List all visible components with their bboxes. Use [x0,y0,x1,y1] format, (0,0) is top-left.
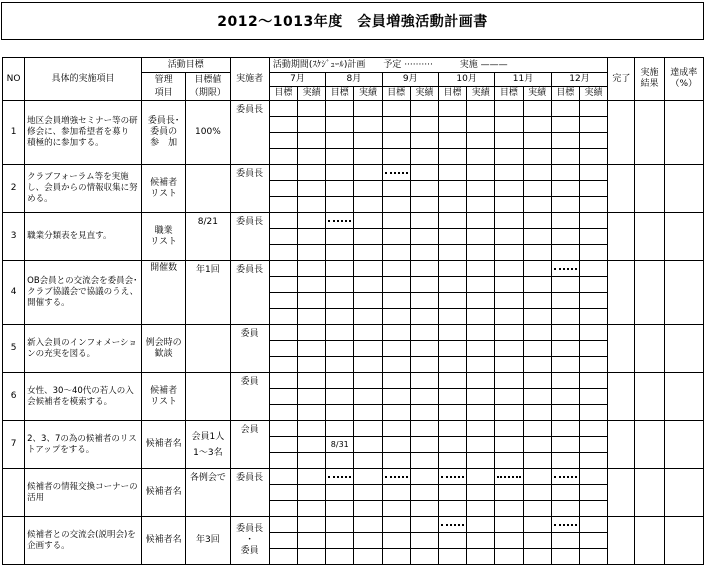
row-mgmt: 候補者名 [141,469,185,517]
row-no [3,517,25,565]
row-result [635,517,664,565]
row-no: 1 [3,101,25,165]
row-rate [664,421,703,469]
row-rate [664,213,703,261]
plan-dots [551,517,579,533]
header-actual: 実績 [410,87,438,101]
row-item: 2、3、7の為の候補者のリストアップをする。 [25,421,142,469]
header-month-11: 11月 [495,73,551,87]
row-executor: 委員 [230,325,269,373]
header-mgmt-item: 管理 項目 [141,73,185,101]
row-mgmt: 開催数 [141,261,185,325]
row-complete [608,165,635,213]
row-mgmt: 委員長･ 委員の 参 加 [141,101,185,165]
header-month-7: 7月 [269,73,325,87]
row-rate [664,165,703,213]
row-no: 6 [3,373,25,421]
row-executor: 委員長 ・ 委員 [230,517,269,565]
header-goal: 目標 [438,87,466,101]
row-complete [608,325,635,373]
header-goal: 目標 [269,87,297,101]
row-result [635,101,664,165]
row-result [635,261,664,325]
row-complete [608,101,635,165]
row-item: 候補者との交流会(説明会)を企画する。 [25,517,142,565]
plan-dots [438,517,466,533]
row-complete [608,421,635,469]
header-actual: 実績 [523,87,551,101]
header-item: 具体的実施項目 [25,58,142,101]
row-executor: 委員長 [230,261,269,325]
header-rate: 達成率 （%） [664,58,703,101]
row-target [186,165,230,213]
header-target-value: 目標値 （期限） [186,73,230,101]
row-mgmt: 候補者 リスト [141,165,185,213]
header-no: NO [3,58,25,101]
row-target: 会員1人 1〜3名 [186,421,230,469]
row-complete [608,373,635,421]
header-goal: 目標 [551,87,579,101]
row-rate [664,261,703,325]
header-goal: 目標 [382,87,410,101]
row-rate [664,469,703,517]
row-executor: 委員 [230,373,269,421]
plan-dots [382,165,410,181]
row-item: 地区会員増強セミナー等の研修会に、参加希望者を募り 積極的に参加する。 [25,101,142,165]
header-actual: 実績 [354,87,382,101]
header-goal-group: 活動目標 [141,58,230,73]
row-no: 2 [3,165,25,213]
row-item: 職業分類表を見直す。 [25,213,142,261]
header-result: 実施 結果 [635,58,664,101]
row-result [635,421,664,469]
row-executor: 委員長 [230,101,269,165]
row-target: 8/21 [186,213,230,261]
row-rate [664,373,703,421]
row-item: 新入会員のインフォメーションの充実を図る。 [25,325,142,373]
row-mgmt: 候補者 リスト [141,373,185,421]
header-month-9: 9月 [382,73,438,87]
row-rate [664,517,703,565]
header-complete: 完了 [608,58,635,101]
row-item: クラブフォーラム等を実施し、会員からの情報収集に努める。 [25,165,142,213]
plan-dots [495,469,523,485]
row-rate [664,325,703,373]
plan-dots [382,469,410,485]
row-rate [664,101,703,165]
plan-dots [551,261,579,277]
header-month-12: 12月 [551,73,608,87]
row-result [635,213,664,261]
row-no: 3 [3,213,25,261]
header-goal: 目標 [326,87,354,101]
header-executor: 実施者 [230,58,269,101]
header-goal: 目標 [495,87,523,101]
row-item: 候補者の情報交換コーナーの活用 [25,469,142,517]
row-complete [608,261,635,325]
row-result [635,373,664,421]
row-executor: 委員長 [230,213,269,261]
row-item: OB会員との交流会を委員会･クラブ協議会で協議のうえ、開催する。 [25,261,142,325]
row-executor: 会員 [230,421,269,469]
row-target: 年1回 [186,261,230,325]
row-mgmt: 例会時の 歓談 [141,325,185,373]
row-complete [608,213,635,261]
row-target: 100% [186,101,230,165]
row-no: 5 [3,325,25,373]
row-no: 7 [3,421,25,469]
row-target [186,373,230,421]
row-mgmt: 職業 リスト [141,213,185,261]
row-mgmt: 候補者名 [141,517,185,565]
row-target [186,325,230,373]
row-target: 年3回 [186,517,230,565]
header-period: 活動期間(ｽｹｼﾞｭｰﾙ)計画 予定 ·········· 実施 ——— [269,58,607,73]
row-mgmt: 候補者名 [141,421,185,469]
row-no: 4 [3,261,25,325]
activity-plan-table [2,57,704,565]
header-month-10: 10月 [438,73,494,87]
row-result [635,469,664,517]
row-complete [608,469,635,517]
header-actual: 実績 [467,87,495,101]
document-title: 2012〜1013年度 会員増強活動計画書 [1,2,704,40]
row-result [635,165,664,213]
row-executor: 委員長 [230,165,269,213]
row-target: 各例会で [186,469,230,517]
schedule-date-note: 8/31 [326,437,354,453]
plan-dots [326,469,354,485]
row-executor: 委員長 [230,469,269,517]
plan-dots [326,213,354,229]
row-result [635,325,664,373]
header-actual: 実績 [298,87,326,101]
header-actual: 実績 [579,87,607,101]
header-month-8: 8月 [326,73,382,87]
plan-dots [438,469,466,485]
plan-dots [551,469,579,485]
row-no [3,469,25,517]
row-item: 女性、30〜40代の若人の入会候補者を模索する。 [25,373,142,421]
row-complete [608,517,635,565]
